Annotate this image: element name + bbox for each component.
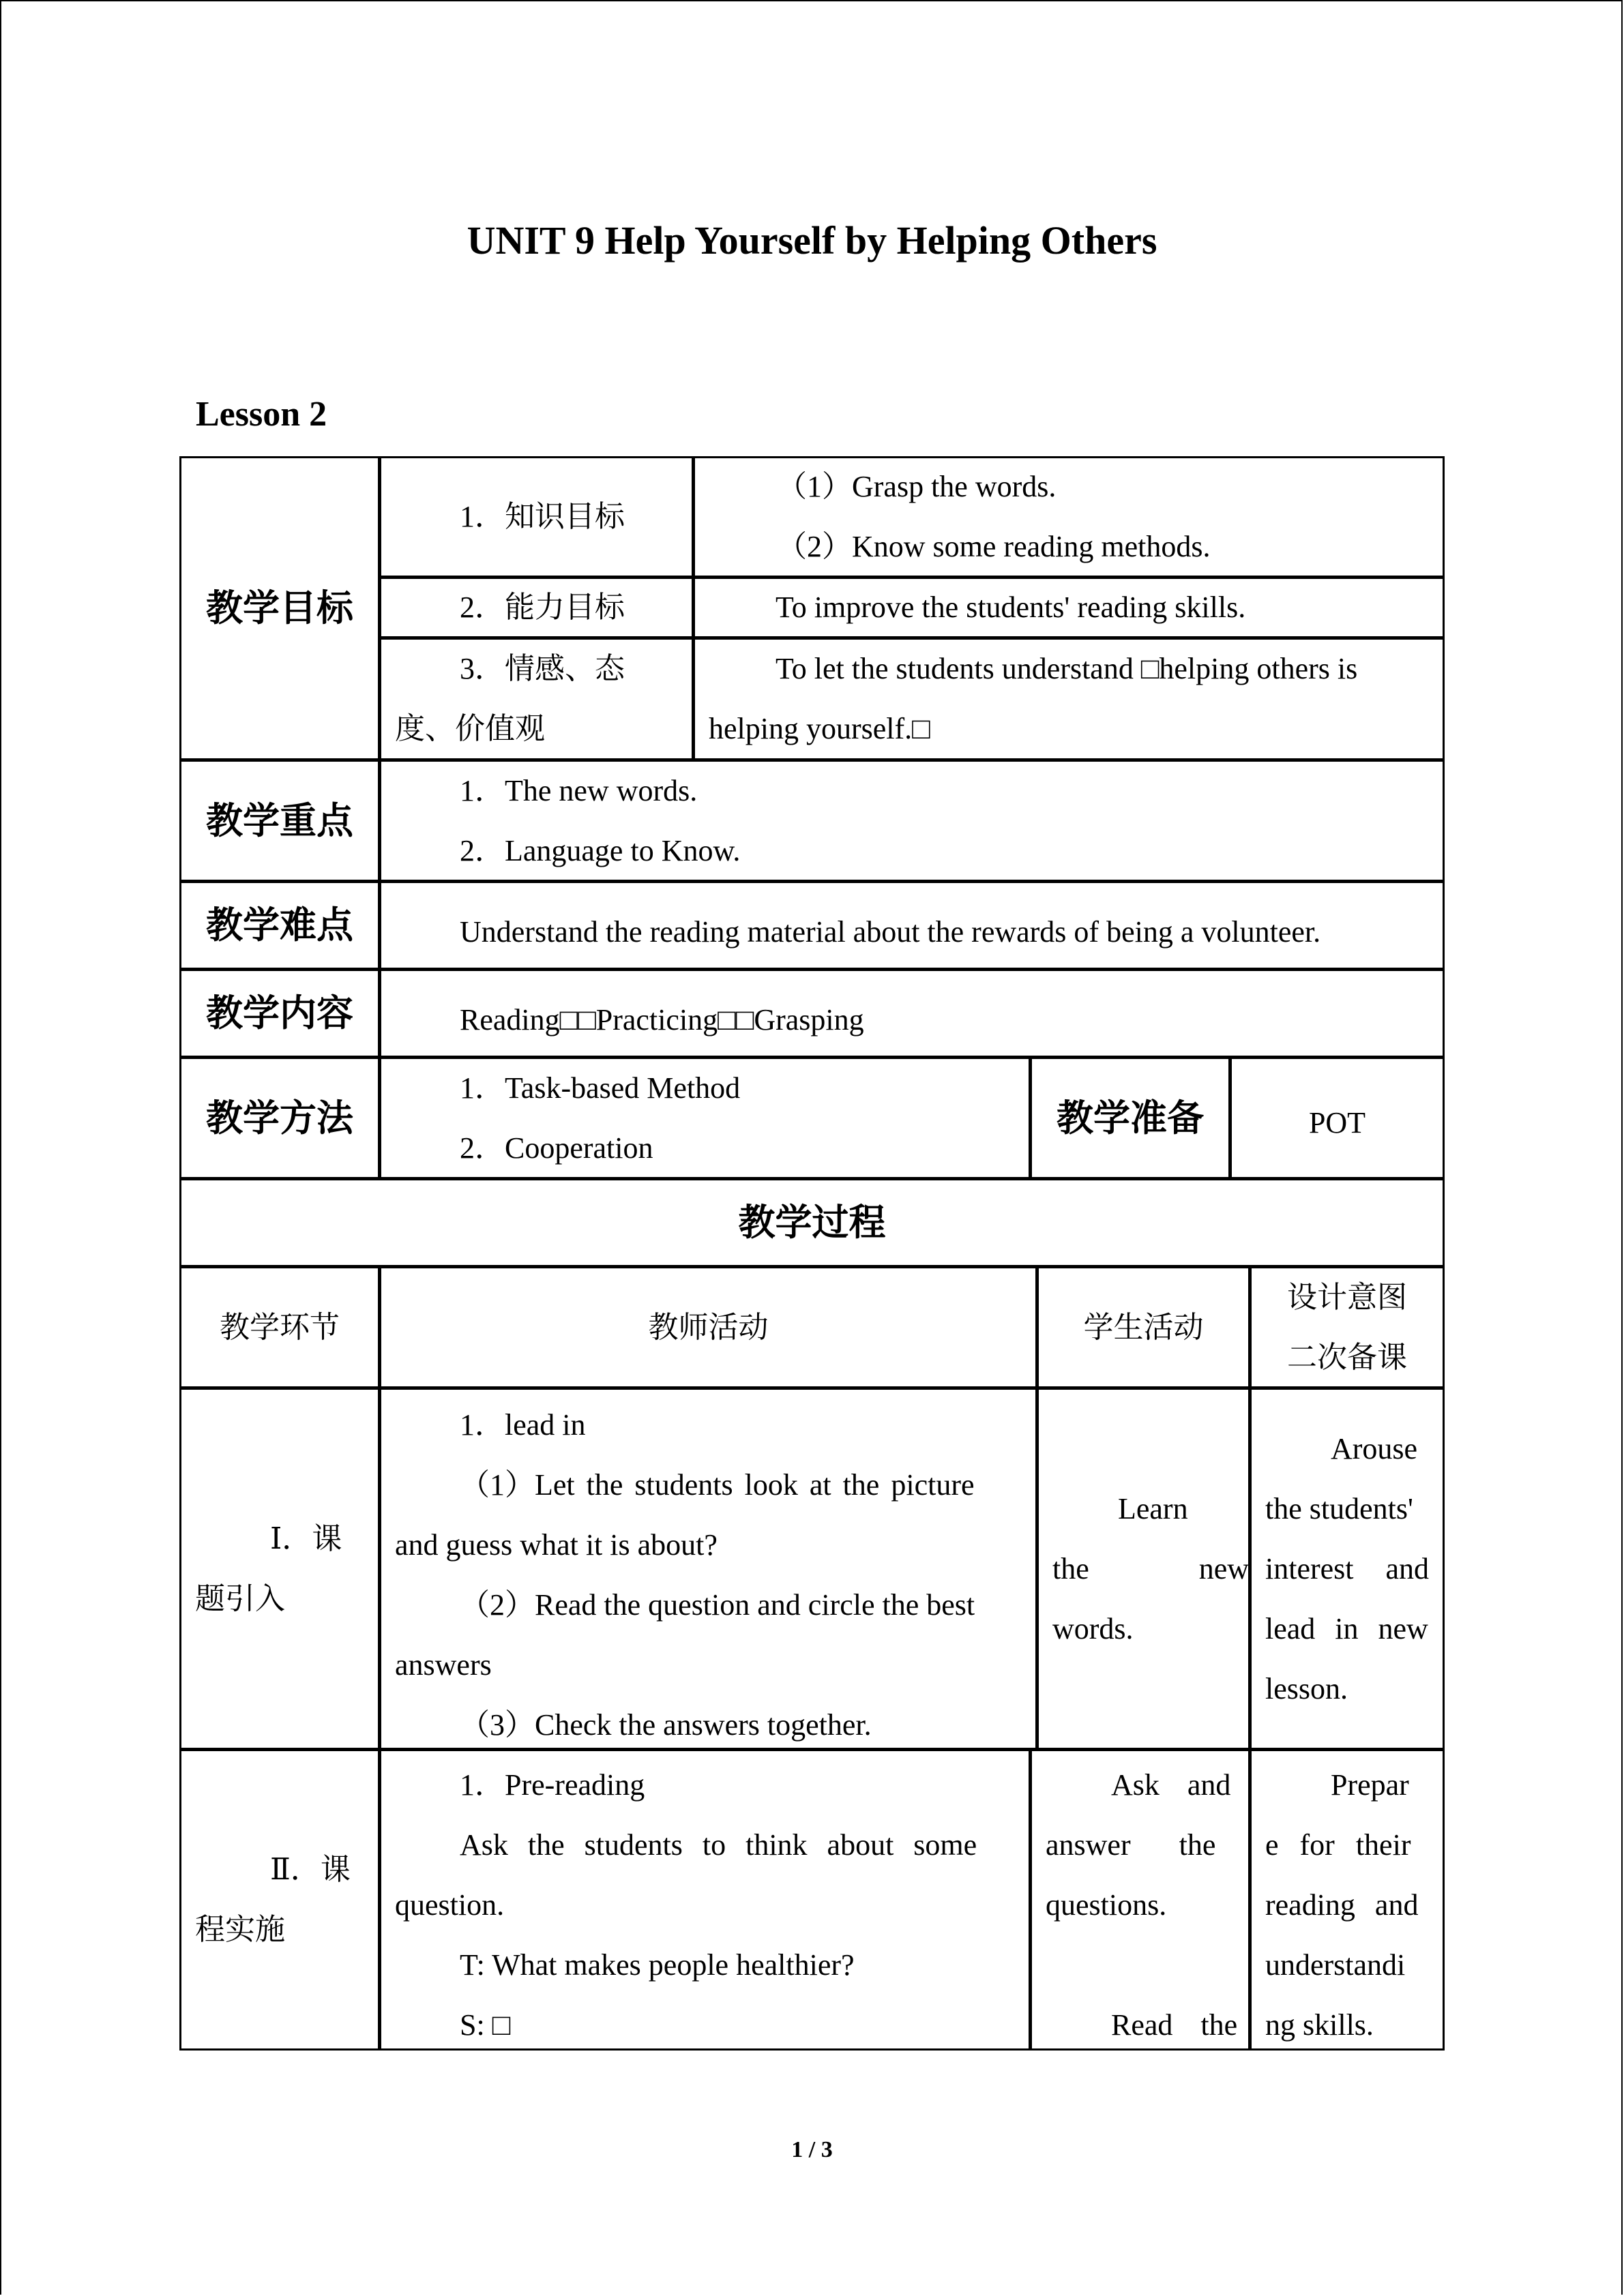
ability-goal-label-text: 2．能力目标 (460, 591, 625, 624)
teacher-activity-line: （3）Check the answers together. (460, 1708, 872, 1742)
difficulties-text: Understand the reading material about the rewards of being a volunteer. (460, 915, 1321, 949)
design-cell (1250, 1388, 1445, 1750)
student-activity-line (1032, 1935, 1248, 1995)
stage-line2: 题引入 (195, 1581, 285, 1615)
ability-goal-label (379, 577, 694, 638)
ability-goal-text: To improve the students' reading skills. (776, 591, 1246, 624)
key-point-item: 2．Language to Know. (460, 833, 741, 867)
teacher-activity-line: Ask the students to think about some (460, 1828, 977, 1862)
method-item: 1．Task-based Method (460, 1071, 741, 1105)
header-stage: 教学环节 (179, 1266, 380, 1388)
preparation-label: 教学准备 (1030, 1057, 1230, 1179)
student-activity-line: answer the (1046, 1828, 1216, 1862)
student-activity-cell (1030, 1749, 1250, 2051)
lesson-heading: Lesson 2 (196, 395, 327, 434)
stage-cell (179, 1749, 380, 2051)
key-points-label: 教学重点 (179, 760, 380, 882)
teacher-activity-line: and guess what it is about? (395, 1528, 718, 1562)
emotion-goal-label-line2: 度、价值观 (395, 712, 545, 745)
stage-line1: Ⅱ．课 (270, 1853, 351, 1886)
header-design (1250, 1266, 1445, 1388)
design-line: reading and (1265, 1888, 1419, 1922)
ability-goal-content (693, 577, 1445, 638)
teacher-activity-line: T: What makes people healthier? (460, 1948, 855, 1982)
methods-label: 教学方法 (179, 1057, 380, 1179)
teacher-activity-line: （2）Read the question and circle the best (460, 1588, 975, 1622)
student-activity-line: Read the (1111, 2008, 1238, 2042)
key-points-content (379, 760, 1445, 882)
design-line: interest and (1265, 1551, 1430, 1585)
knowledge-goal-label (379, 456, 694, 578)
teacher-activity-line: 1．lead in (460, 1408, 586, 1442)
teacher-activity-line: 1．Pre-reading (460, 1768, 645, 1802)
student-activity-line: questions. (1046, 1888, 1167, 1922)
knowledge-goal-item: （2）Know some reading methods. (777, 530, 1211, 563)
content-text: Reading□□Practicing□□Grasping (460, 1003, 864, 1037)
stage-line2: 程实施 (195, 1913, 285, 1946)
process-label: 教学过程 (179, 1178, 1445, 1267)
knowledge-goal-content (693, 456, 1445, 578)
difficulties-label: 教学难点 (179, 881, 380, 970)
knowledge-goal-item: （1）Grasp the words. (777, 470, 1057, 503)
header-student-activity: 学生活动 (1037, 1266, 1250, 1388)
emotion-goal-content (693, 638, 1445, 760)
header-design-line1: 设计意图 (1287, 1279, 1407, 1315)
teacher-activity-cell (379, 1749, 1031, 2051)
student-activity-cell (1037, 1388, 1250, 1750)
design-cell (1250, 1749, 1445, 2051)
content-content (379, 969, 1445, 1058)
teacher-activity-line: answers (395, 1648, 492, 1682)
page-number: 1 / 3 (791, 2137, 833, 2162)
key-point-item: 1．The new words. (460, 773, 698, 807)
design-line: lesson. (1265, 1671, 1348, 1705)
design-line: Prepar (1331, 1768, 1409, 1802)
design-line: e for their (1265, 1828, 1411, 1862)
content-label: 教学内容 (179, 969, 380, 1058)
stage-line1: Ⅰ．课 (270, 1521, 342, 1555)
student-activity-line: words. (1052, 1611, 1134, 1645)
preparation-value (1230, 1057, 1445, 1179)
teacher-activity-line: question. (395, 1888, 505, 1922)
preparation-value-text: POT (1308, 1105, 1366, 1139)
teacher-activity-cell (379, 1388, 1037, 1750)
knowledge-goal-label-text: 1．知识目标 (460, 500, 625, 533)
difficulties-content (379, 881, 1445, 970)
emotion-goal-text-line1: To let the students understand □helping others is (776, 652, 1358, 685)
emotion-goal-label (379, 638, 694, 760)
design-line: ng skills. (1265, 2008, 1374, 2042)
method-item: 2．Cooperation (460, 1131, 653, 1165)
teacher-activity-line: S: □ (460, 2008, 511, 2042)
emotion-goal-text-line2: helping yourself.□ (709, 712, 930, 745)
teacher-activity-line: （1）Let the students look at the picture (460, 1468, 975, 1502)
design-line: the students' (1265, 1491, 1413, 1525)
header-design-line2: 二次备课 (1287, 1339, 1407, 1375)
methods-content (379, 1057, 1031, 1179)
objectives-label: 教学目标 (179, 456, 380, 760)
student-activity-line: Learn (1118, 1491, 1188, 1525)
design-line: understandi (1265, 1948, 1406, 1982)
design-line: Arouse (1331, 1431, 1418, 1465)
emotion-goal-label-line1: 3．情感、态 (460, 652, 625, 685)
stage-cell (179, 1388, 380, 1750)
header-teacher-activity: 教师活动 (379, 1266, 1037, 1388)
document-title: UNIT 9 Help Yourself by Helping Others (467, 218, 1157, 263)
student-activity-line: the new (1052, 1551, 1250, 1585)
design-line: lead in new (1265, 1611, 1428, 1645)
student-activity-line: Ask and (1111, 1768, 1231, 1802)
